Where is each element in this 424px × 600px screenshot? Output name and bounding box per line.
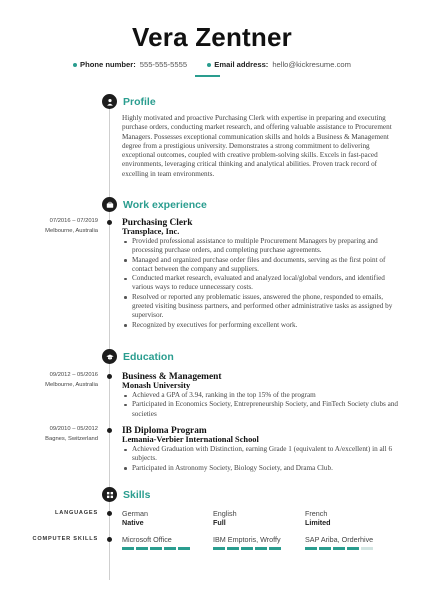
education-degree: IB Diploma Program <box>122 426 207 436</box>
skill-level-segment <box>122 547 134 550</box>
job-bullets <box>122 237 404 330</box>
skill-level-bar <box>122 547 190 550</box>
job-location: Melbourne, Australia <box>45 227 98 234</box>
skill-level-segment <box>305 547 317 550</box>
languages-label: LANGUAGES <box>55 510 98 516</box>
phone-label: Phone number: <box>80 60 136 69</box>
education-school: Monash University <box>122 381 191 390</box>
education-degree: Business & Management <box>122 372 222 382</box>
language-name: English <box>213 509 237 518</box>
contact-line <box>0 60 424 69</box>
header-divider <box>195 75 220 77</box>
tools-icon <box>102 487 117 502</box>
language-level: Full <box>213 518 226 527</box>
list-item: Managed and organized purchase order files and documents, serving as the first point of contact between the company and suppliers. <box>122 256 404 275</box>
timeline-line <box>109 104 110 580</box>
skill-level-bar <box>213 547 281 550</box>
skill-level-segment <box>164 547 176 550</box>
list-item: Recognized by executives for performing excellent work. <box>122 321 404 330</box>
job-dates: 07/2016 – 07/2019 <box>49 218 98 224</box>
list-item: Achieved Graduation with Distinction, earning Grade 1 (equivalent to A/excellent) in all 6 subjects. <box>122 445 404 464</box>
job-role: Purchasing Clerk <box>122 218 193 228</box>
briefcase-icon <box>102 197 117 212</box>
bullet-icon <box>73 63 77 67</box>
timeline-dot <box>107 220 112 225</box>
skill-level-segment <box>178 547 190 550</box>
skill-level-bar <box>305 547 373 550</box>
bullet-icon <box>207 63 211 67</box>
education-dates: 09/2010 – 05/2012 <box>49 426 98 432</box>
graduation-cap-icon <box>102 349 117 364</box>
job-company: Transplace, Inc. <box>122 227 180 236</box>
timeline-dot <box>107 428 112 433</box>
section-title-skills: Skills <box>123 489 151 501</box>
section-title-work: Work experience <box>123 199 207 211</box>
list-item: Achieved a GPA of 3.94, ranking in the top 15% of the program <box>122 391 404 400</box>
section-title-profile: Profile <box>123 96 156 108</box>
skill-level-segment <box>227 547 239 550</box>
computer-skill-name: IBM Emptoris, Wroffy <box>213 535 281 544</box>
candidate-name: Vera Zentner <box>132 22 292 52</box>
computer-skills-label: COMPUTER SKILLS <box>32 536 98 542</box>
skill-level-segment <box>255 547 267 550</box>
skill-level-segment <box>333 547 345 550</box>
education-meta <box>20 371 98 390</box>
phone-value: 555-555-5555 <box>139 60 188 69</box>
education-location: Melbourne, Australia <box>45 381 98 388</box>
computer-skill-name: SAP Ariba, Orderhive <box>305 535 374 544</box>
timeline-dot <box>107 511 112 516</box>
section-title-education: Education <box>123 351 174 363</box>
computer-skill-name: Microsoft Office <box>122 535 172 544</box>
education-bullets <box>122 445 404 473</box>
education-location: Bagnes, Switzerland <box>45 435 98 442</box>
education-bullets <box>122 391 404 419</box>
list-item: Provided professional assistance to multiple Procurement Managers by preparing and processing purchase orders, and completing purchase agreements. <box>122 237 404 256</box>
education-dates: 09/2012 – 05/2016 <box>49 372 98 378</box>
list-item: Participated in Economics Society, Entrepreneurship Society, and FinTech Society clubs and societies <box>122 400 404 419</box>
email-value: hello@kickresume.com <box>272 60 351 69</box>
job-meta <box>20 217 98 236</box>
list-item: Resolved or reported any problematic issues, answered the phone, responded to emails, greeted visiting business partners, and performed other administrative tasks as assigned by supervisor. <box>122 293 404 321</box>
language-level: Limited <box>305 518 331 527</box>
timeline-dot <box>107 374 112 379</box>
education-meta <box>20 425 98 444</box>
language-name: German <box>122 509 148 518</box>
skill-level-segment <box>213 547 225 550</box>
language-level: Native <box>122 518 144 527</box>
skill-level-segment <box>347 547 359 550</box>
list-item: Participated in Astronomy Society, Biology Society, and Drama Club. <box>122 464 404 473</box>
person-icon <box>102 94 117 109</box>
education-school: Lemania-Verbier International School <box>122 435 259 444</box>
skill-level-segment <box>319 547 331 550</box>
email-label: Email address: <box>214 60 269 69</box>
skill-level-segment <box>136 547 148 550</box>
skill-level-segment <box>241 547 253 550</box>
profile-text: Highly motivated and proactive Purchasing Clerk with expertise in preparing and executing purchase orders, conducting market research, and offering valuable assistance to Procurement Managers. Possesses exceptional communication skills and holds a Business & Management degree from a prestigious university. Demonstrates a strong commitment to delivering exceptional outcomes, coupled with creative problem-solving skills. Excels in fast-paced environments, leveraging critical thinking and analytical abilities. Proven track record of excelling in team environments. <box>122 114 392 178</box>
language-name: French <box>305 509 328 518</box>
skill-level-segment <box>361 547 373 550</box>
list-item: Conducted market research, evaluated and analyzed local/global vendors, and identified various ways to reduce unnecessary costs. <box>122 274 404 293</box>
skill-level-segment <box>269 547 281 550</box>
skill-level-segment <box>150 547 162 550</box>
timeline-dot <box>107 537 112 542</box>
